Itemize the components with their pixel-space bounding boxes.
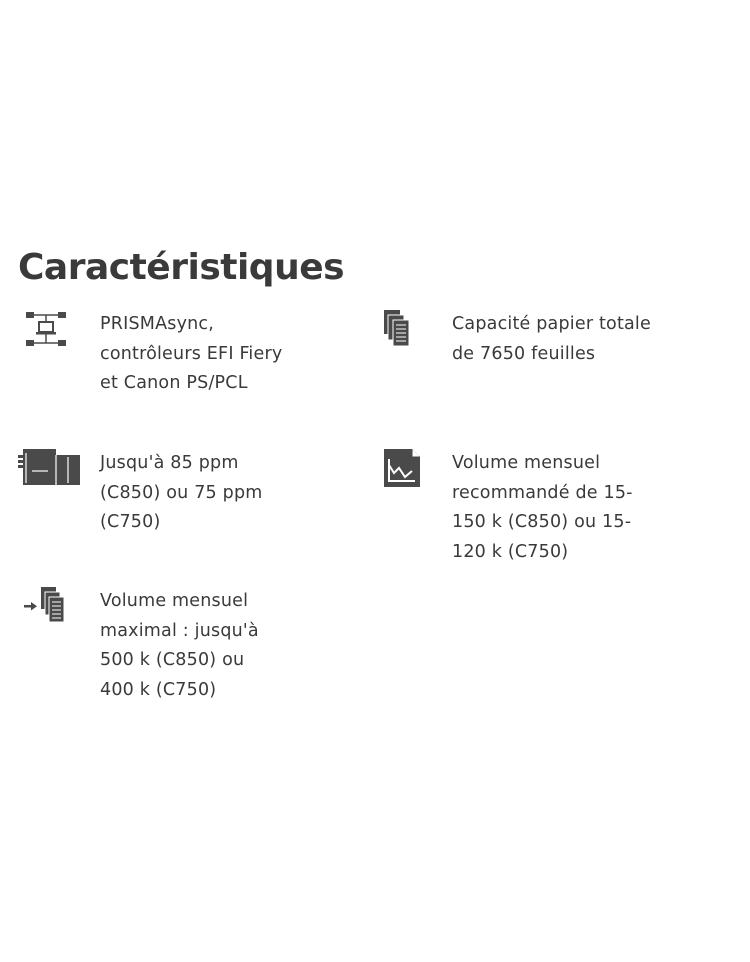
network-controller-icon [18, 310, 82, 356]
feature-text: Volume mensuel recommandé de 15- 150 k (C850) ou 15- 120 k (C750) [452, 453, 633, 562]
feature-text: PRISMAsync, contrôleurs EFI Fiery et Canon PS/PCL [100, 314, 283, 393]
paper-stack-icon [370, 310, 434, 356]
feature-text: Volume mensuel maximal : jusqu'à 500 k (C850) ou 400 k (C750) [100, 591, 259, 700]
feature-text: Jusqu'à 85 ppm (C850) ou 75 ppm (C750) [100, 453, 263, 532]
feature-text: Capacité papier totale de 7650 feuilles [452, 314, 651, 364]
printer-icon [18, 449, 82, 495]
volume-chart-icon [370, 449, 434, 495]
page-title: Caractéristiques [18, 247, 345, 288]
document-output-icon [18, 587, 82, 633]
